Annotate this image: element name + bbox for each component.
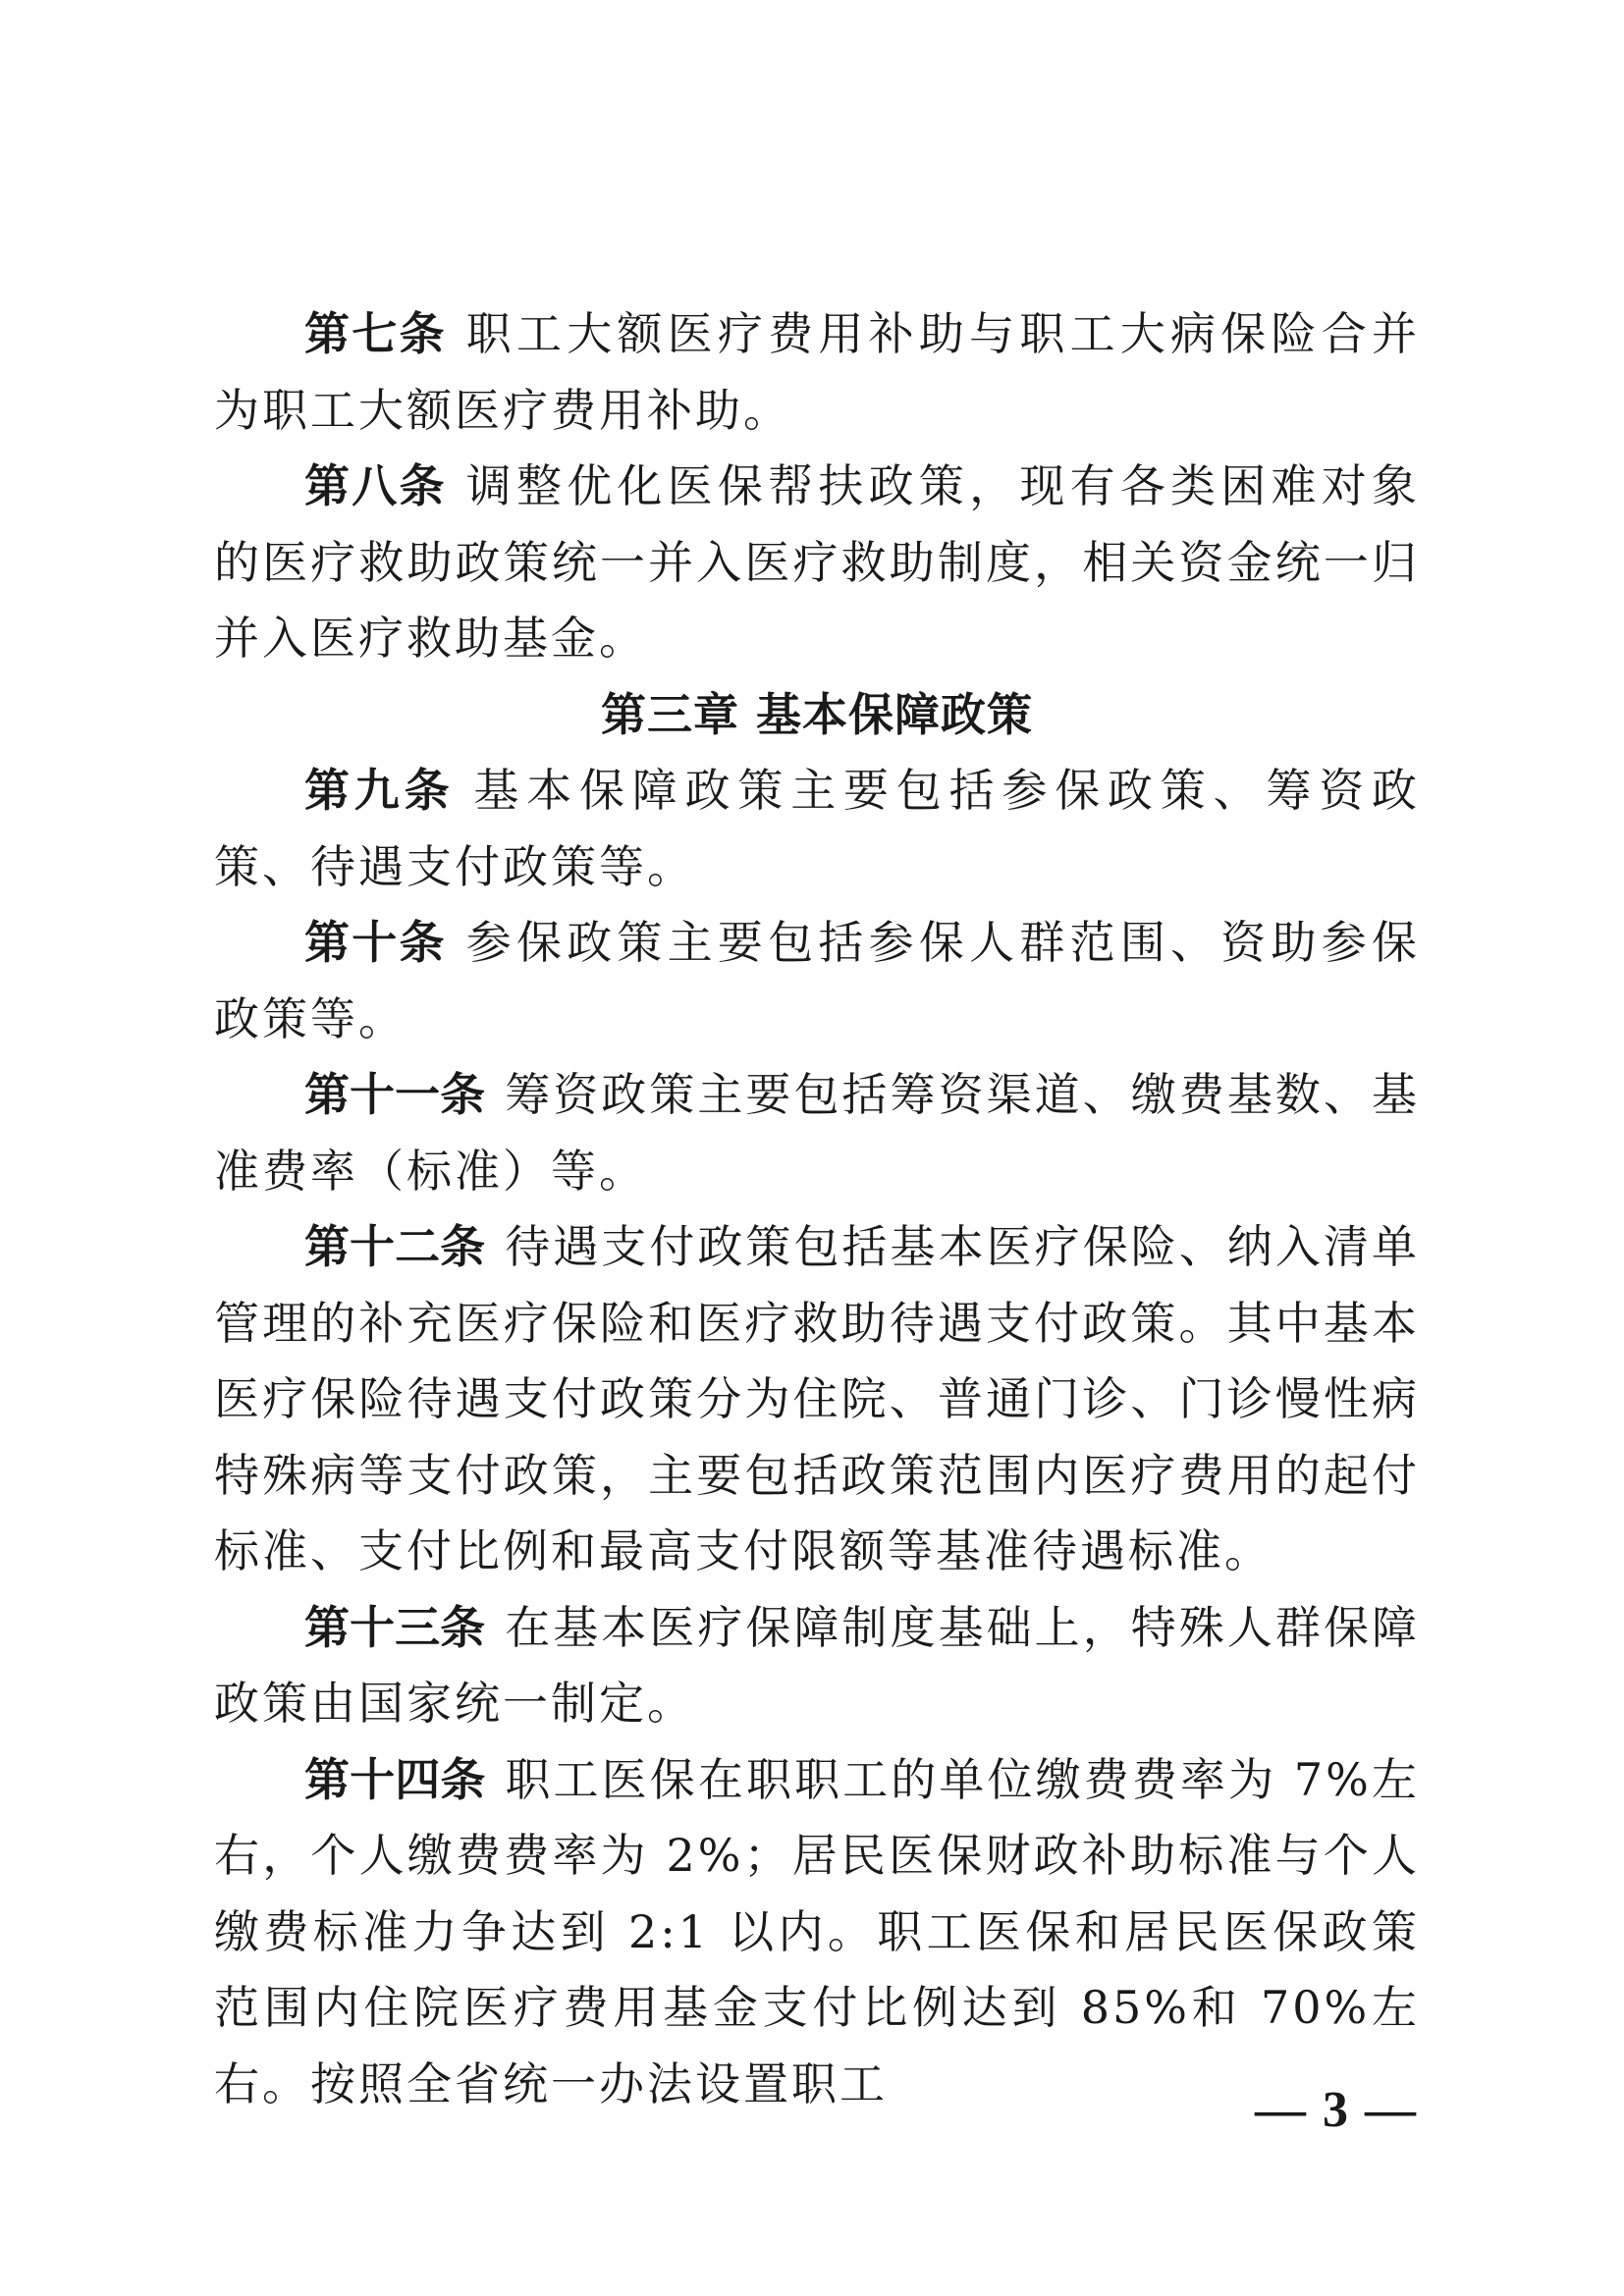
article-9 [214,753,1420,905]
article-text: 在基本医疗保障制度基础上，特殊人群保障政策由国家统一制定。 [214,1600,1421,1730]
article-text: 参保政策主要包括参保人群范围、资助参保政策等。 [214,916,1421,1045]
article-text: 筹资政策主要包括筹资渠道、缴费基数、基准费率（标准）等。 [214,1068,1421,1198]
article-7 [214,296,1420,449]
article-13 [214,1590,1420,1742]
article-heading: 第十条 [304,916,447,969]
article-8 [214,449,1420,677]
article-heading: 第十四条 [304,1752,486,1806]
chapter-title: 第三章 基本保障政策 [600,687,1033,741]
article-10 [214,905,1420,1057]
article-11 [214,1057,1420,1209]
page-number: — 3 — [1255,2082,1418,2138]
article-text: 基本保障政策主要包括参保政策、筹资政策、待遇支付政策等。 [214,764,1421,893]
article-text: 职工医保在职职工的单位缴费费率为 7%左右，个人缴费费率为 2%；居民医保财政补助标准与个人缴费标准力争达到 2:1 以内。职工医保和居民医保政策范围内住院医疗费用基金支付比例达到 85%和 70%左右。按照全省统一办法设置职工 [214,1752,1420,2110]
article-12 [214,1209,1420,1590]
article-heading: 第七条 [304,307,447,360]
document-body [214,296,1420,2122]
article-heading: 第十二条 [304,1220,486,1273]
article-heading: 第十三条 [304,1600,486,1654]
article-heading: 第十一条 [304,1068,486,1121]
article-text: 职工大额医疗费用补助与职工大病保险合并为职工大额医疗费用补助。 [214,307,1421,437]
article-14 [214,1742,1420,2123]
article-text: 调整优化医保帮扶政策，现有各类困难对象的医疗救助政策统一并入医疗救助制度，相关资金统一归并入医疗救助基金。 [214,459,1421,665]
article-heading: 第九条 [304,764,455,817]
article-text: 待遇支付政策包括基本医疗保险、纳入清单管理的补充医疗保险和医疗救助待遇支付政策。其中基本医疗保险待遇支付政策分为住院、普通门诊、门诊慢性病特殊病等支付政策，主要包括政策范围内医疗费用的起付标准、支付比例和最高支付限额等基准待遇标准。 [214,1220,1421,1577]
article-heading: 第八条 [304,459,447,512]
